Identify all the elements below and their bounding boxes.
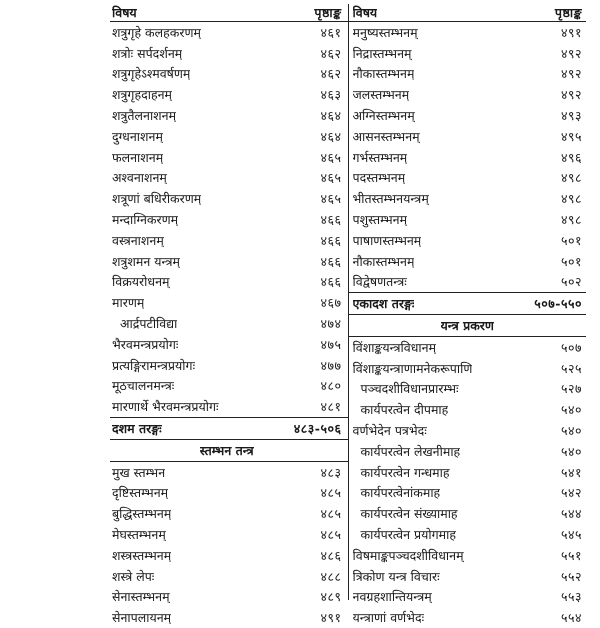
toc-entry xyxy=(349,188,587,209)
toc-entry xyxy=(349,209,587,230)
entry-subject: एकादश तरङ्गः xyxy=(352,296,415,312)
entry-subject: आसनस्तम्भनम् xyxy=(352,128,420,144)
entry-subject: विंशाङ्कयन्त्राणामनेकरूपाणि xyxy=(352,360,473,376)
toc-entry xyxy=(349,483,587,504)
entry-subject: अग्निस्तम्भनम् xyxy=(352,108,415,124)
table-of-contents xyxy=(110,4,586,626)
toc-entry xyxy=(110,607,348,628)
entry-subject: मनुष्यस्तम्भनम् xyxy=(352,24,418,40)
toc-entries-left xyxy=(110,22,348,628)
entry-page-number: ५०१ xyxy=(560,232,582,248)
toc-entry xyxy=(110,230,348,251)
toc-entry xyxy=(349,566,587,587)
toc-entry xyxy=(110,483,348,504)
entry-page-number: ४९८ xyxy=(560,212,582,228)
toc-entry xyxy=(349,22,587,43)
toc-entries-right xyxy=(349,22,587,628)
entry-page-number: ५४० xyxy=(560,402,582,418)
entry-subject: दशम तरङ्गः xyxy=(112,421,162,437)
entry-subject: शत्रुगृहे कलहकरणम् xyxy=(112,24,201,40)
entry-subject: मेघस्तम्भनम् xyxy=(112,527,166,543)
entry-page-number: ४७७ xyxy=(320,357,342,373)
toc-entry xyxy=(110,147,348,168)
entry-page-number: ४६६ xyxy=(320,253,342,269)
entry-subject: पशुस्तम्भनम् xyxy=(352,212,408,228)
entry-page-number: ५४४ xyxy=(560,506,582,522)
toc-entry xyxy=(349,399,587,420)
entry-subject: सेनापलायनम् xyxy=(112,610,172,626)
entry-subject: यन्त्र प्रकरण xyxy=(440,318,494,334)
entry-subject: फलनाशनम् xyxy=(112,149,164,165)
toc-entry xyxy=(349,64,587,85)
entry-page-number: ४८६ xyxy=(320,547,342,563)
toc-entry xyxy=(349,524,587,545)
entry-page-number: ५२५ xyxy=(560,360,582,376)
entry-page-number: ४९२ xyxy=(560,87,582,103)
toc-entry xyxy=(110,272,348,293)
entry-subject: शत्रुशमन यन्त्रम् xyxy=(112,253,180,269)
entry-page-number: ४६६ xyxy=(320,212,342,228)
toc-entry xyxy=(349,545,587,566)
entry-page-number: ५४५ xyxy=(560,527,582,543)
entry-page-number: ४९३ xyxy=(560,108,582,124)
toc-entry xyxy=(349,147,587,168)
entry-subject: शत्रूणां बधिरीकरणम् xyxy=(112,191,202,207)
entry-subject: जलस्तम्भनम् xyxy=(352,87,410,103)
entry-subject: दुग्धनाशनम् xyxy=(112,128,163,144)
entry-subject: शत्रुतैलनाशनम् xyxy=(112,108,177,124)
toc-entry xyxy=(349,420,587,441)
entry-subject: यन्त्राणां वर्णभेदः xyxy=(352,610,425,626)
entry-subject: कार्यपरत्वेन प्रयोगमाह xyxy=(360,527,456,543)
toc-entry xyxy=(110,64,348,85)
subject-heading: विषय xyxy=(112,5,137,20)
entry-subject: मारणार्थे भैरवमन्त्रप्रयोगः xyxy=(112,399,219,415)
toc-column-left xyxy=(110,4,349,626)
toc-entry xyxy=(349,272,587,294)
entry-subject: नौकास्तम्भनम् xyxy=(352,253,415,269)
toc-entry xyxy=(110,84,348,105)
entry-subject: शत्रुगृहेऽश्मवर्षणम् xyxy=(112,66,191,82)
toc-entry xyxy=(110,105,348,126)
entry-page-number: ४६५ xyxy=(320,149,342,165)
entry-page-number: ५५२ xyxy=(560,568,582,584)
entry-page-number: ४८३-५०६ xyxy=(293,421,342,437)
toc-entry xyxy=(110,545,348,566)
entry-subject: गर्भस्तम्भनम् xyxy=(352,149,408,165)
toc-entry xyxy=(110,126,348,147)
entry-subject: मुख स्तम्भन xyxy=(112,464,166,480)
entry-subject: विषमाङ्कपञ्चदशीविधानम् xyxy=(352,547,464,563)
entry-page-number: ४६२ xyxy=(320,45,342,61)
entry-page-number: ५५३ xyxy=(560,589,582,605)
entry-subject: वस्त्रनाशनम् xyxy=(112,232,164,248)
toc-entry xyxy=(110,503,348,524)
toc-entry xyxy=(110,566,348,587)
entry-subject: प्रत्यङ्गिरामन्त्रप्रयोगः xyxy=(112,357,196,373)
entry-subject: पाषाणस्तम्भनम् xyxy=(352,232,422,248)
entry-page-number: ४९१ xyxy=(320,610,342,626)
entry-subject: कार्यपरत्वेन दीपमाह xyxy=(360,402,449,418)
entry-page-number: ४८९ xyxy=(320,589,342,605)
entry-subject: आर्द्रपटीविद्या xyxy=(120,316,178,332)
entry-page-number: ४६१ xyxy=(320,24,342,40)
toc-entry xyxy=(349,587,587,608)
entry-page-number: ४९२ xyxy=(560,66,582,82)
toc-entry xyxy=(349,126,587,147)
entry-subject: भैरवमन्त्रप्रयोगः xyxy=(112,336,179,352)
toc-column-right xyxy=(349,4,587,626)
toc-entry xyxy=(110,462,348,483)
entry-subject: भीतस्तम्भनयन्त्रम् xyxy=(352,191,429,207)
toc-entry xyxy=(349,105,587,126)
entry-page-number: ४६५ xyxy=(320,191,342,207)
entry-subject: नवग्रहशान्तियन्त्रम् xyxy=(352,589,432,605)
entry-page-number: ५०१ xyxy=(560,253,582,269)
entry-subject: कार्यपरत्वेनांकमाह xyxy=(360,485,441,501)
column-header xyxy=(349,4,587,22)
entry-subject: पञ्चदशीविधानप्रारम्भः xyxy=(360,381,459,397)
toc-entry xyxy=(110,355,348,376)
page-heading: पृष्ठाङ्क xyxy=(314,5,342,20)
entry-page-number: ५०७-५५० xyxy=(534,296,582,312)
toc-entry xyxy=(110,188,348,209)
entry-subject: निद्रास्तम्भनम् xyxy=(352,45,412,61)
entry-subject: बुद्धिस्तम्भनम् xyxy=(112,506,172,522)
subject-heading: विषय xyxy=(352,5,378,20)
entry-page-number: ४८५ xyxy=(320,485,342,501)
column-header xyxy=(110,4,348,22)
toc-entry xyxy=(110,376,348,397)
entry-page-number: ४६२ xyxy=(320,66,342,82)
toc-entry xyxy=(110,396,348,418)
entry-subject: स्तम्भन तन्त्र xyxy=(199,442,254,458)
entry-page-number: ४९१ xyxy=(560,24,582,40)
toc-entry xyxy=(110,334,348,355)
entry-page-number: ४६४ xyxy=(320,108,342,124)
toc-entry xyxy=(349,503,587,524)
entry-subject: त्रिकोण यन्त्र विचारः xyxy=(352,568,440,584)
entry-page-number: ४९५ xyxy=(560,128,582,144)
entry-page-number: ४७४ xyxy=(320,316,342,332)
entry-subject: सेनास्तम्भनम् xyxy=(112,589,170,605)
entry-page-number: ५०२ xyxy=(560,274,582,290)
toc-entry xyxy=(349,251,587,272)
entry-page-number: ४८५ xyxy=(320,506,342,522)
entry-subject: शस्त्रे लेपः xyxy=(112,568,155,584)
toc-entry xyxy=(110,524,348,545)
toc-entry xyxy=(349,337,587,358)
entry-subject: वर्णभेदेन पत्रभेदः xyxy=(352,423,427,439)
entry-subject: विक्रयरोधनम् xyxy=(112,274,170,290)
entry-page-number: ४८५ xyxy=(320,527,342,543)
entry-page-number: ४६६ xyxy=(320,232,342,248)
entry-page-number: ४७५ xyxy=(320,336,342,352)
entry-subject: मूठचालनमन्त्रः xyxy=(112,378,175,394)
entry-page-number: ५५४ xyxy=(560,610,582,626)
entry-subject: कार्यपरत्वेन गन्धमाह xyxy=(360,464,450,480)
toc-entry xyxy=(349,43,587,64)
entry-page-number: ५०७ xyxy=(560,339,582,355)
toc-entry xyxy=(349,607,587,628)
entry-subject: दृष्टिस्तम्भनम् xyxy=(112,485,169,501)
entry-page-number: ५४१ xyxy=(560,464,582,480)
toc-entry xyxy=(110,22,348,43)
entry-page-number: ४९८ xyxy=(560,191,582,207)
entry-subject: अश्वनाशनम् xyxy=(112,170,167,186)
section-heading xyxy=(110,418,348,440)
entry-page-number: ५४० xyxy=(560,423,582,439)
entry-page-number: ४६५ xyxy=(320,170,342,186)
toc-entry xyxy=(349,84,587,105)
entry-subject: पदस्तम्भनम् xyxy=(352,170,406,186)
toc-entry xyxy=(110,209,348,230)
toc-entry xyxy=(349,462,587,483)
entry-subject: शत्रुगृहदाहनम् xyxy=(112,87,173,103)
entry-page-number: ५५१ xyxy=(560,547,582,563)
toc-entry xyxy=(349,379,587,400)
toc-entry xyxy=(110,313,348,334)
entry-subject: मारणम् xyxy=(112,295,145,311)
section-heading xyxy=(349,293,587,315)
toc-entry xyxy=(349,441,587,462)
entry-subject: मन्दाग्निकरणम् xyxy=(112,212,179,228)
chapter-heading xyxy=(349,315,587,337)
toc-entry xyxy=(349,230,587,251)
entry-page-number: ४६६ xyxy=(320,274,342,290)
page-heading: पृष्ठाङ्क xyxy=(554,5,582,20)
entry-page-number: ४८३ xyxy=(320,464,342,480)
entry-page-number: ४९८ xyxy=(560,170,582,186)
toc-entry xyxy=(110,168,348,189)
entry-page-number: ४९६ xyxy=(560,149,582,165)
toc-entry xyxy=(110,251,348,272)
toc-entry xyxy=(349,168,587,189)
entry-page-number: ४९२ xyxy=(560,45,582,61)
entry-subject: विंशाङ्कयन्त्रविधानम् xyxy=(352,339,437,355)
entry-page-number: ४८० xyxy=(320,378,342,394)
entry-subject: कार्यपरत्वेन लेखनीमाह xyxy=(360,443,461,459)
entry-subject: नौकास्तम्भनम् xyxy=(352,66,415,82)
toc-entry xyxy=(349,358,587,379)
chapter-heading xyxy=(110,440,348,462)
entry-page-number: ४८१ xyxy=(320,399,342,415)
entry-page-number: ४६४ xyxy=(320,128,342,144)
toc-entry xyxy=(110,587,348,608)
toc-entry xyxy=(110,292,348,313)
entry-subject: कार्यपरत्वेन संख्यामाह xyxy=(360,506,458,522)
entry-subject: शस्त्रस्तम्भनम् xyxy=(112,547,172,563)
entry-page-number: ४८८ xyxy=(320,568,342,584)
entry-subject: शत्रोः सर्पदर्शनम् xyxy=(112,45,183,61)
entry-page-number: ४६३ xyxy=(320,87,342,103)
entry-page-number: ५२७ xyxy=(560,381,582,397)
entry-page-number: ५४० xyxy=(560,443,582,459)
entry-page-number: ५४२ xyxy=(560,485,582,501)
entry-page-number: ४६७ xyxy=(320,295,342,311)
entry-subject: विद्वेषणतन्त्रः xyxy=(352,274,407,290)
toc-entry xyxy=(110,43,348,64)
